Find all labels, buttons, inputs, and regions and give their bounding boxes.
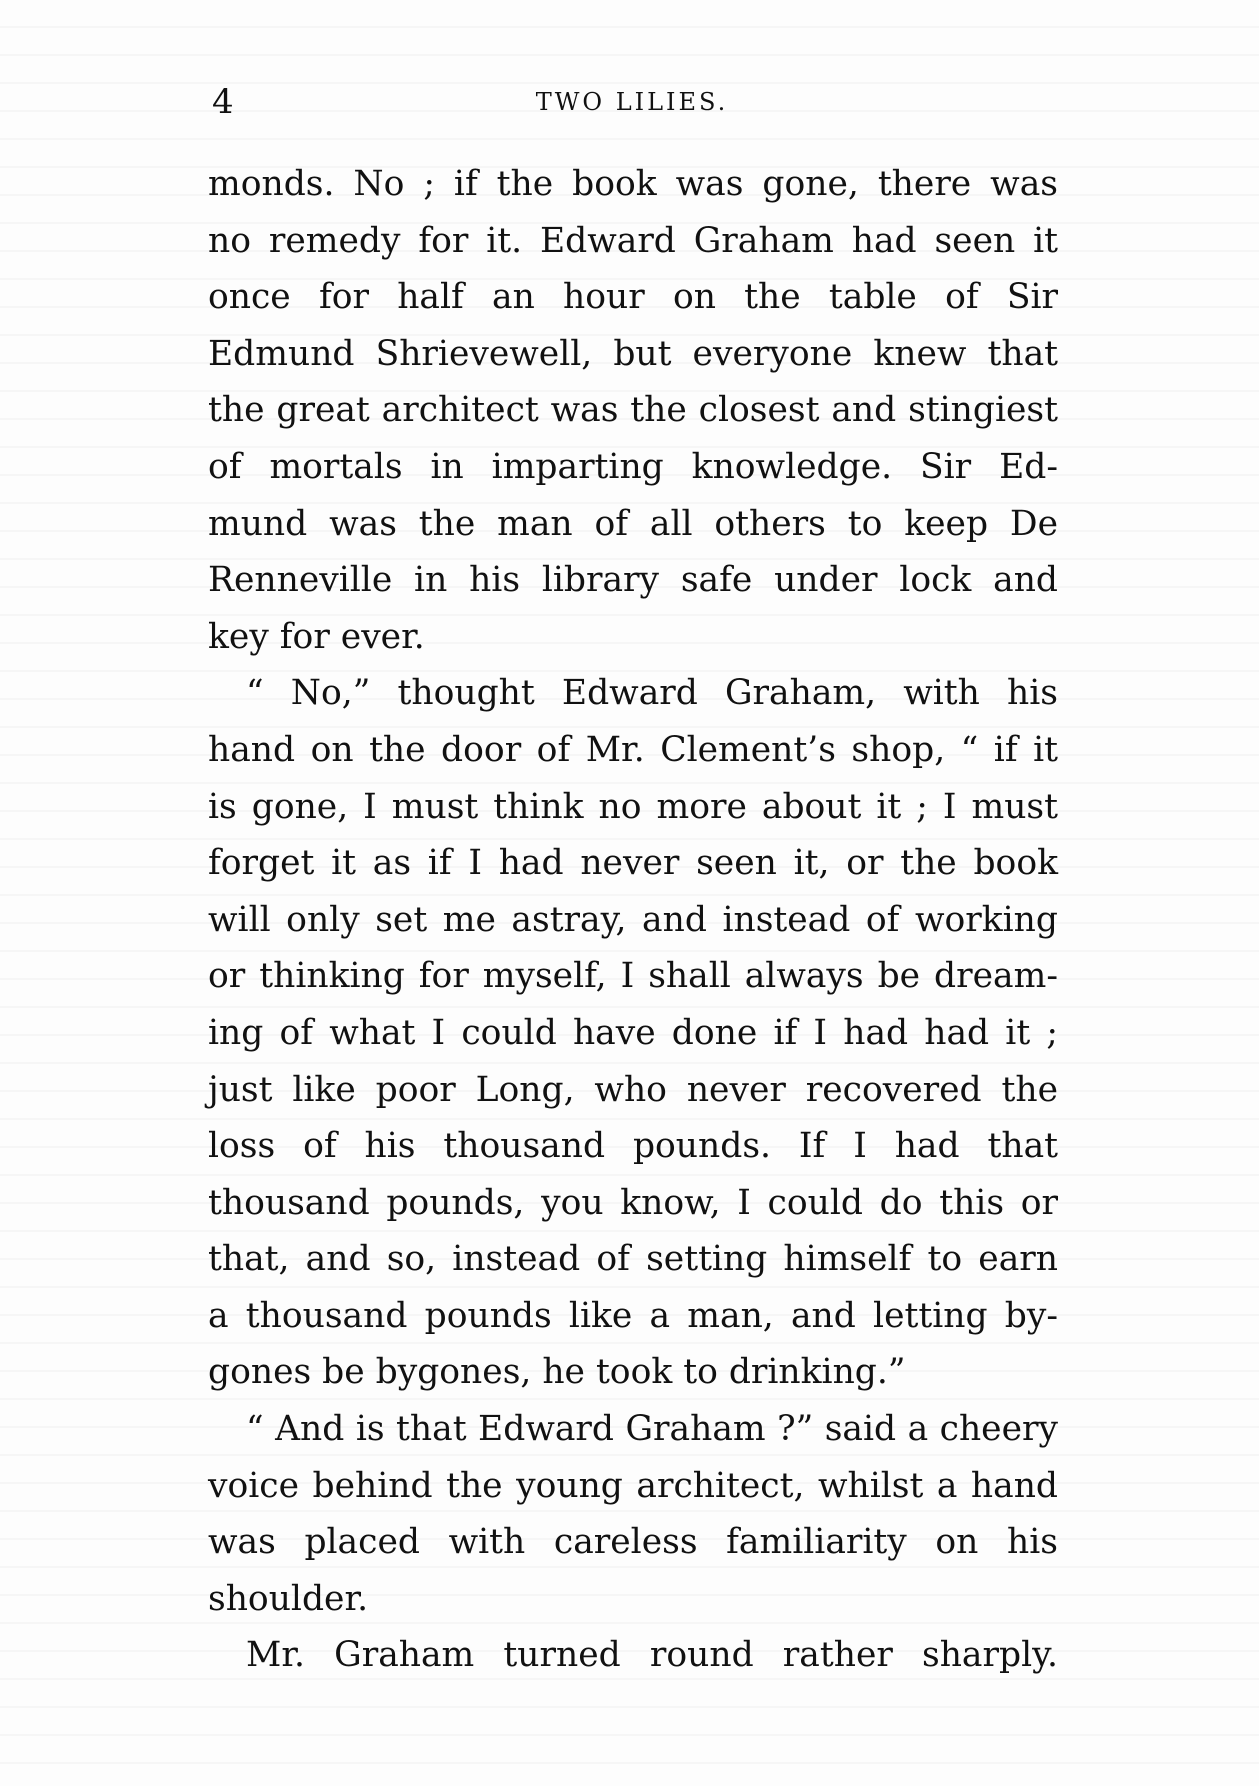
text-line: thousand pounds, you know, I could do this or	[208, 1182, 1058, 1223]
text-line: a thousand pounds like a man, and letting by-	[208, 1295, 1058, 1336]
text-line: hand on the door of Mr. Clement’s shop, “ if it	[208, 729, 1058, 770]
text-line: of mortals in imparting knowledge. Sir Ed-	[208, 446, 1058, 487]
text-line: Renneville in his library safe under lock and	[208, 560, 1058, 601]
text-line: will only set me astray, and instead of working	[208, 899, 1058, 940]
text-line: was placed with careless familiarity on his	[208, 1522, 1058, 1563]
text-line: key for ever.	[208, 616, 425, 657]
text-line: ing of what I could have done if I had had it ;	[208, 1012, 1058, 1053]
text-line: that, and so, instead of setting himself to earn	[208, 1239, 1058, 1280]
text-line: no remedy for it. Edward Graham had seen it	[208, 220, 1058, 261]
text-line: Mr. Graham turned round rather sharply.	[246, 1635, 1058, 1676]
text-line: once for half an hour on the table of Sir	[208, 277, 1058, 318]
text-line: the great architect was the closest and stingiest	[208, 390, 1058, 431]
text-line: is gone, I must think no more about it ; I must	[208, 786, 1058, 827]
text-line: monds. No ; if the book was gone, there was	[208, 164, 1058, 204]
text-line: loss of his thousand pounds. If I had that	[208, 1126, 1058, 1167]
text-line: Edmund Shrievewell, but everyone knew that	[208, 333, 1058, 374]
text-line: forget it as if I had never seen it, or the book	[208, 843, 1058, 884]
text-line: “ And is that Edward Graham ?” said a cheery	[246, 1409, 1058, 1450]
text-line: gones be bygones, he took to drinking.”	[208, 1352, 906, 1393]
running-title: TWO LILIES.	[535, 88, 729, 116]
body-text	[208, 156, 1058, 1684]
text-line: “ No,” thought Edward Graham, with his	[246, 673, 1058, 714]
text-line: voice behind the young architect, whilst a hand	[208, 1465, 1058, 1506]
page-number: 4	[212, 82, 234, 122]
text-line: mund was the man of all others to keep De	[208, 503, 1058, 544]
running-head	[212, 72, 1052, 132]
text-line: shoulder.	[208, 1578, 369, 1619]
text-line: just like poor Long, who never recovered the	[208, 1069, 1058, 1110]
text-line: or thinking for myself, I shall always be dream-	[208, 956, 1058, 997]
